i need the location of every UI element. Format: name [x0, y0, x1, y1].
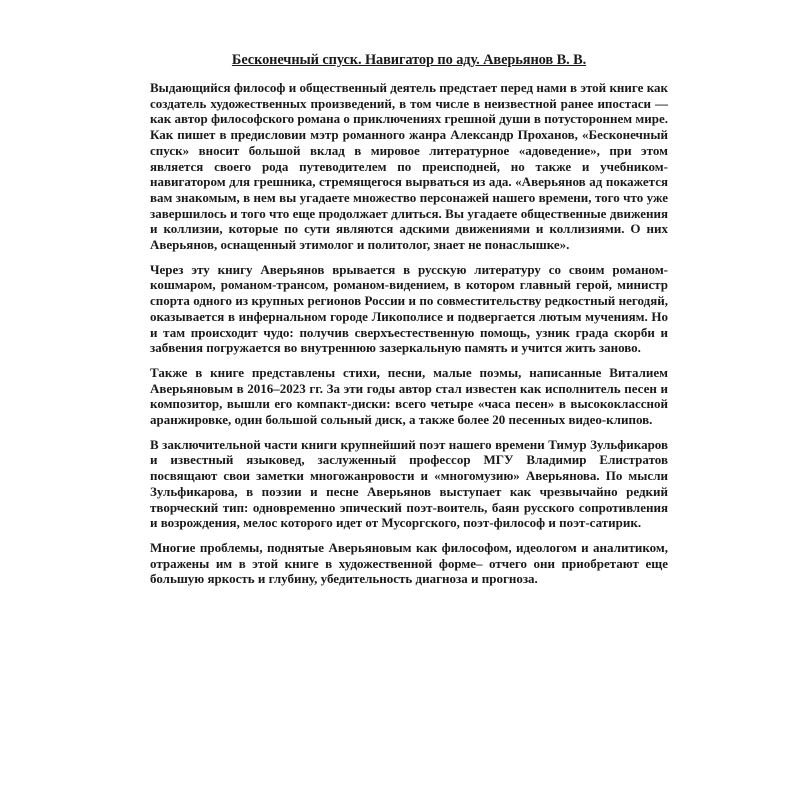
- paragraph-1: Выдающийся философ и общественный деятель предстает перед нами в этой книге как создатель художественных произведений, в том числе в неизвестной ранее ипостаси — как автор философского романа о приключениях грешной души в потустороннем мире. Как пишет в предисловии мэтр романного жанра Александр Проханов, «Бесконечный спуск» вносит большой вклад в мировое литературное «адоведение», при этом является своего рода путеводителем по преисподней, но также и учебником-навигатором для грешника, стремящегося вырваться из ада. «Аверьянов ад покажется вам знакомым, в нем вы угадаете множество персонажей нашего времени, того что уже завершилось и того что еще продолжает длиться. Вы угадаете общественные движения и коллизии, которые по сути являются адскими движениями и коллизиями. О них Аверьянов, оснащенный этимолог и политолог, знает не понаслышке».: [150, 80, 668, 253]
- document-page: [150, 52, 668, 596]
- paragraph-5: Многие проблемы, поднятые Аверьяновым как философом, идеологом и аналитиком, отражены им в этой книге в художественной форме– отчего они приобретают еще большую яркость и глубину, убедительность диагноза и прогноза.: [150, 539, 668, 587]
- paragraph-3: Также в книге представлены стихи, песни, малые поэмы, написанные Виталием Аверьяновым в 2016–2023 гг. За эти годы автор стал известен как исполнитель песен и композитор, вышли его компакт-диски: всего четыре «часа песен» в высококлассной аранжировке, один большой сольный диск, а также более 20 песенных видео-клипов.: [150, 364, 668, 428]
- paragraph-2: Через эту книгу Аверьянов врывается в русскую литературу со своим романом-кошмаром, романом-трансом, романом-видением, в котором главный герой, министр спорта одного из крупных регионов России и по совместительству редкостный негодяй, оказывается в инфернальном городе Ликополисе и подвергается лютым мучениям. Но и там происходит чудо: получив сверхъестественную помощь, узник града скорби и забвения погружается во внутреннюю зазеркальную память и учится жить заново.: [150, 261, 668, 356]
- document-title: Бесконечный спуск. Навигатор по аду. Аверьянов В. В.: [231, 52, 587, 68]
- paragraph-4: В заключительной части книги крупнейший поэт нашего времени Тимур Зульфикаров и известный языковед, заслуженный профессор МГУ Владимир Елистратов посвящают свои заметки многожанровости и «многомузию» Аверьянова. По мысли Зульфикарова, в поэзии и песне Аверьянов выступает как чрезвычайно редкий творческий тип: одновременно эпический поэт-воитель, баян русского сопротивления и возрождения, мелос которого идет от Мусоргского, поэт-философ и поэт-сатирик.: [150, 436, 668, 531]
